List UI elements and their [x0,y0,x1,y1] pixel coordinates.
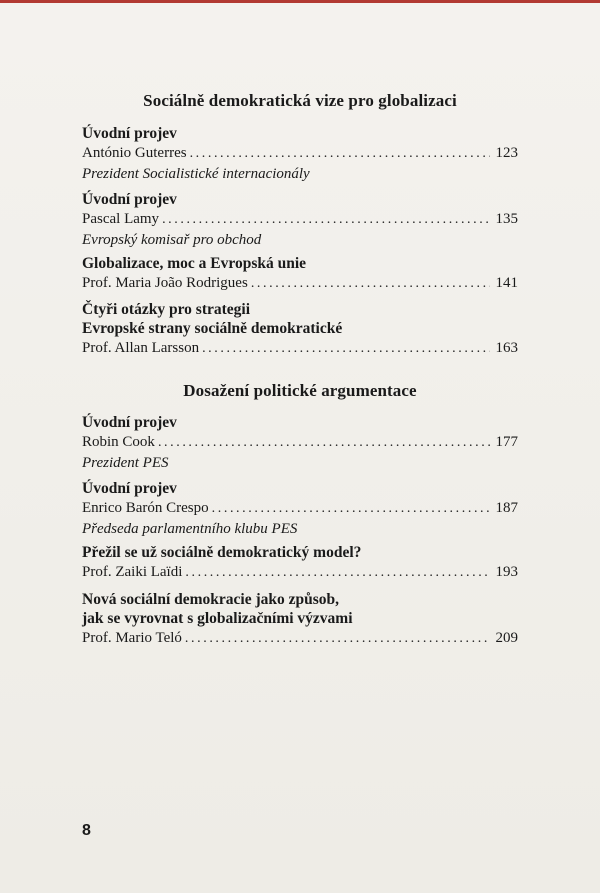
entry-title: Úvodní projev [82,191,177,208]
entry-role: Prezident PES [82,455,169,471]
entry-page-number: 193 [495,564,518,580]
entry-page-number: 163 [495,340,518,356]
dot-leader [251,273,490,294]
entry-author: Prof. Mario Teló [82,630,182,646]
entry-author: Robin Cook [82,434,155,450]
entry-line [82,273,518,294]
entry-title: Evropské strany sociálně demokratické [82,320,343,337]
entry-author: Pascal Lamy [82,211,160,227]
entry-page-number: 177 [495,434,518,450]
entry-role: Předseda parlamentního klubu PES [82,521,298,537]
entry-author: Prof. Maria João Rodrigues [82,275,248,291]
entry-title: jak se vyrovnat s globalizačními výzvami [82,610,353,627]
toc-entry [82,543,518,583]
entry-line [82,628,518,649]
entry-page-number: 187 [495,500,518,516]
entry-author: Prof. Allan Larsson [82,340,200,356]
section-title: Dosažení politické argumentace [183,381,417,400]
toc-entry [82,479,518,540]
entry-role: Evropský komisař pro obchod [82,232,262,248]
toc-entry [82,254,518,294]
entry-page-number: 135 [495,211,518,227]
entry-page-number: 141 [495,275,518,291]
toc-entry [82,190,518,251]
entry-line [82,338,518,359]
dot-leader [185,562,489,583]
entry-title: Nová sociální demokracie jako způsob, [82,591,340,608]
entry-title: Globalizace, moc a Evropská unie [82,255,307,272]
entry-page-number: 209 [495,630,518,646]
entry-line [82,143,518,164]
entry-author: Enrico Barón Crespo [82,500,209,516]
entry-title: Úvodní projev [82,125,177,142]
dot-leader [162,209,489,230]
dot-leader [202,338,489,359]
entry-role: Prezident Socialistické internacionály [82,166,310,182]
entry-page-number: 123 [495,145,518,161]
entry-author: Prof. Zaiki Laïdi [82,564,183,580]
toc-entry [82,300,518,359]
toc-entry [82,590,518,649]
page-edge-stripe [0,0,600,3]
dot-leader [158,432,490,453]
entry-author: António Guterres [82,145,187,161]
dot-leader [190,143,490,164]
entry-line [82,432,518,453]
entry-title: Úvodní projev [82,480,177,497]
entry-line [82,498,518,519]
page-number: 8 [82,822,91,839]
toc-entry [82,124,518,185]
toc-entry [82,413,518,474]
dot-leader [212,498,490,519]
entry-line [82,562,518,583]
entry-title: Přežil se už sociálně demokratický model? [82,544,362,561]
dot-leader [185,628,490,649]
section-title: Sociálně demokratická vize pro globalizaci [143,91,457,110]
entry-title: Úvodní projev [82,414,177,431]
entry-title: Čtyři otázky pro strategii [82,301,251,318]
entry-line [82,209,518,230]
